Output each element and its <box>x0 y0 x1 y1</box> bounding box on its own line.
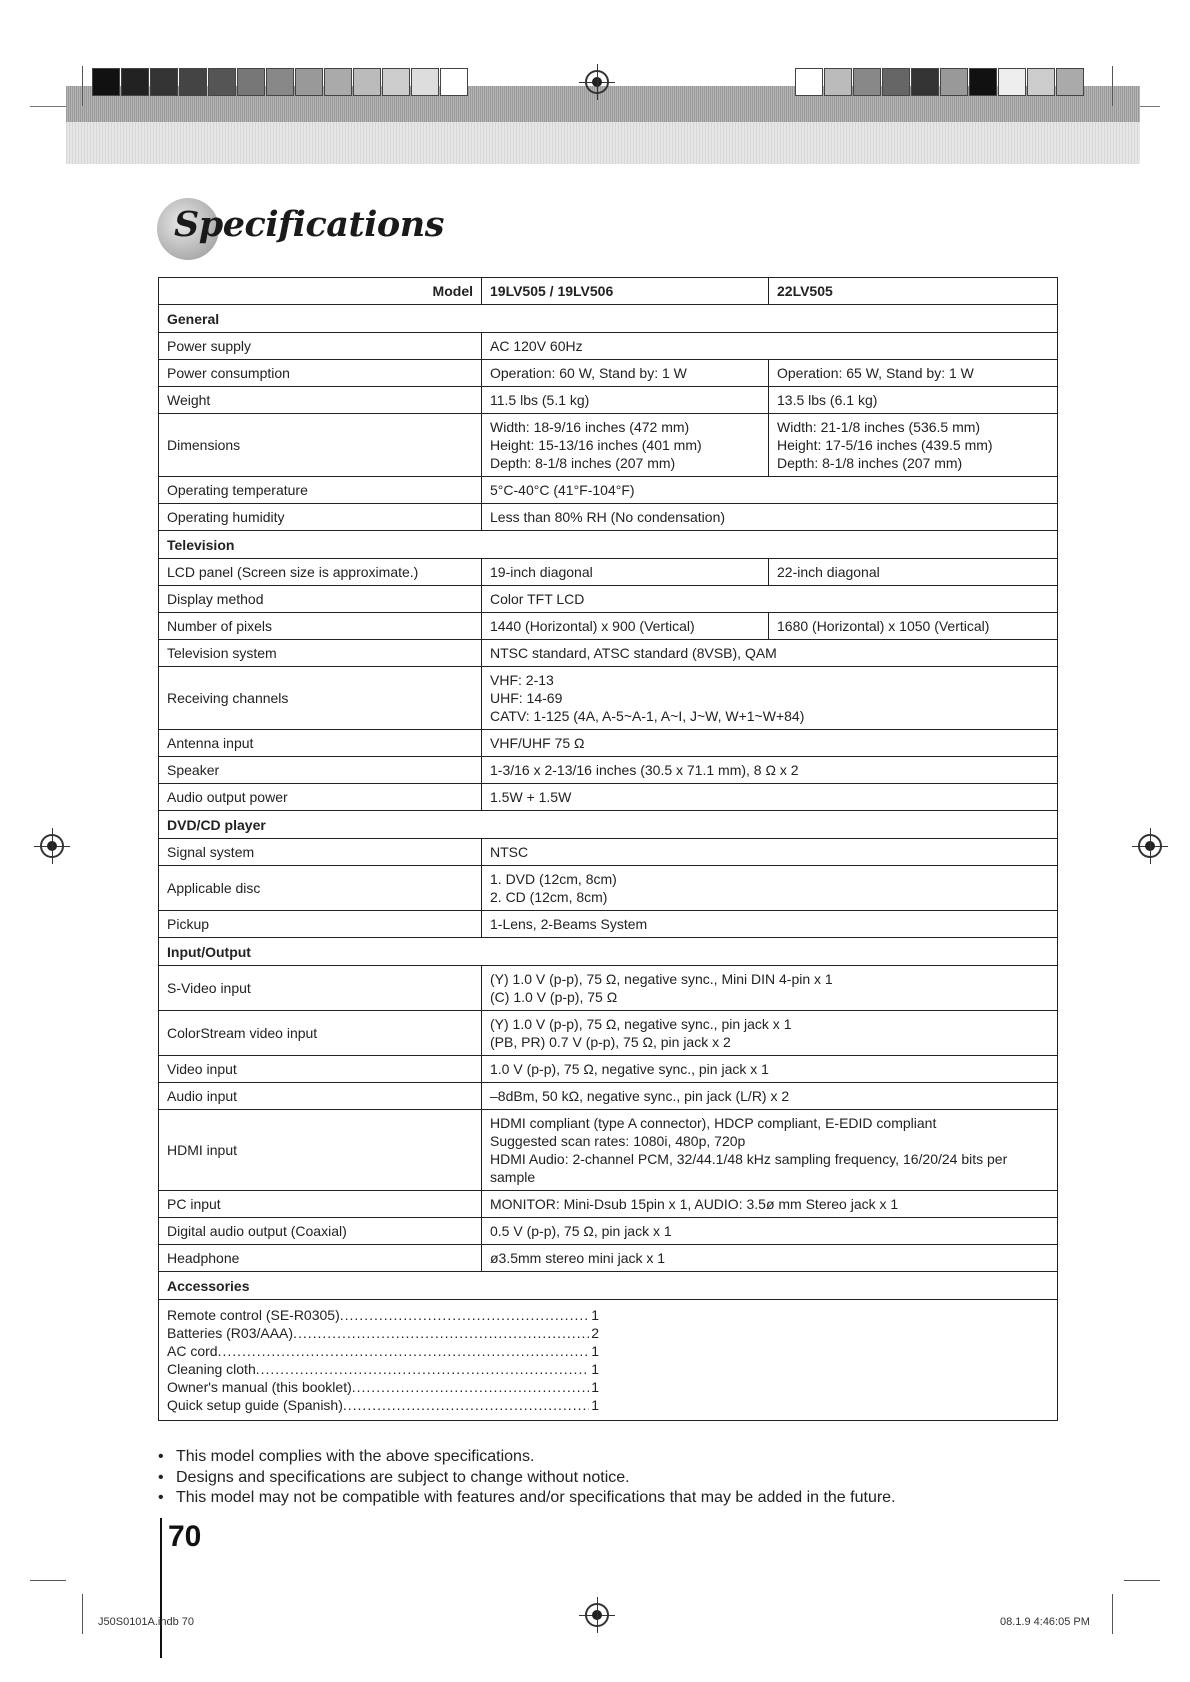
value-line: CATV: 1-125 (4A, A-5~A-1, A~I, J~W, W+1~W+84) <box>490 708 805 724</box>
row-label: Power consumption <box>159 360 482 387</box>
section-row <box>159 305 1058 333</box>
model-b: 22LV505 <box>769 278 1058 305</box>
row-label: S-Video input <box>159 966 482 1011</box>
notes-list <box>158 1447 896 1509</box>
row-value: Color TFT LCD <box>482 586 1058 613</box>
row-label: Power supply <box>159 333 482 360</box>
table-row <box>159 333 1058 360</box>
row-value: MONITOR: Mini-Dsub 15pin x 1, AUDIO: 3.5ø mm Stereo jack x 1 <box>482 1191 1058 1218</box>
row-label: PC input <box>159 1191 482 1218</box>
value-line: (C) 1.0 V (p-p), 75 Ω <box>490 989 618 1005</box>
row-value: NTSC <box>482 839 1058 866</box>
value-line: HDMI Audio: 2-channel PCM, 32/44.1/48 kHz sampling frequency, 16/20/24 bits per sample <box>490 1151 1008 1185</box>
row-value-b <box>769 414 1058 477</box>
value-line: (Y) 1.0 V (p-p), 75 Ω, negative sync., pin jack x 1 <box>490 1016 792 1032</box>
table-row <box>159 1300 1058 1421</box>
crop-mark <box>1124 1580 1160 1581</box>
value-line: 1. DVD (12cm, 8cm) <box>490 871 617 887</box>
registration-mark-icon <box>585 1603 609 1627</box>
dim-line: Height: 15-13/16 inches (401 mm) <box>490 437 702 453</box>
table-row <box>159 667 1058 730</box>
table-row <box>159 1083 1058 1110</box>
section-accessories: Accessories <box>159 1272 1058 1300</box>
dim-line: Height: 17-5/16 inches (439.5 mm) <box>777 437 993 453</box>
list-item: AC cord ..... 1 <box>167 1342 599 1360</box>
list-item: Batteries (R03/AAA) ..... 2 <box>167 1324 599 1342</box>
list-item: Owner's manual (this booklet) ..... 1 <box>167 1378 599 1396</box>
page-number-rule <box>160 1518 162 1658</box>
table-row <box>159 477 1058 504</box>
table-row <box>159 1110 1058 1191</box>
row-value <box>482 667 1058 730</box>
value-line: HDMI compliant (type A connector), HDCP compliant, E-EDID compliant <box>490 1115 937 1131</box>
note-item: • Designs and specifications are subject to change without notice. <box>158 1468 896 1489</box>
value-line: 2. CD (12cm, 8cm) <box>490 889 608 905</box>
row-value-a: 11.5 lbs (5.1 kg) <box>482 387 769 414</box>
row-value-b: 1680 (Horizontal) x 1050 (Vertical) <box>769 613 1058 640</box>
row-value: 5°C-40°C (41°F-104°F) <box>482 477 1058 504</box>
row-label: Operating humidity <box>159 504 482 531</box>
table-row <box>159 387 1058 414</box>
value-line: Suggested scan rates: 1080i, 480p, 720p <box>490 1133 746 1149</box>
row-label: Television system <box>159 640 482 667</box>
row-label: Operating temperature <box>159 477 482 504</box>
row-value: 0.5 V (p-p), 75 Ω, pin jack x 1 <box>482 1218 1058 1245</box>
row-value: 1-3/16 x 2-13/16 inches (30.5 x 71.1 mm), 8 Ω x 2 <box>482 757 1058 784</box>
row-label: Display method <box>159 586 482 613</box>
row-value-a: Operation: 60 W, Stand by: 1 W <box>482 360 769 387</box>
section-general: General <box>159 305 1058 333</box>
row-value: NTSC standard, ATSC standard (8VSB), QAM <box>482 640 1058 667</box>
dim-line: Depth: 8-1/8 inches (207 mm) <box>777 455 963 471</box>
row-label: Digital audio output (Coaxial) <box>159 1218 482 1245</box>
accessories-list <box>159 1300 1058 1421</box>
table-row <box>159 966 1058 1011</box>
note-item: • This model complies with the above specifications. <box>158 1447 896 1468</box>
value-line: VHF: 2-13 <box>490 672 554 688</box>
crop-mark <box>1112 66 1113 106</box>
list-item: Quick setup guide (Spanish) ..... 1 <box>167 1396 599 1414</box>
crop-mark <box>30 1580 66 1581</box>
row-label: Weight <box>159 387 482 414</box>
row-label: HDMI input <box>159 1110 482 1191</box>
table-row <box>159 757 1058 784</box>
section-television: Television <box>159 531 1058 559</box>
section-row <box>159 531 1058 559</box>
value-line: (Y) 1.0 V (p-p), 75 Ω, negative sync., Mini DIN 4-pin x 1 <box>490 971 833 987</box>
table-row <box>159 278 1058 305</box>
table-row <box>159 504 1058 531</box>
row-value <box>482 1011 1058 1056</box>
table-row <box>159 1218 1058 1245</box>
page-number: 70 <box>168 1520 202 1553</box>
list-item: Remote control (SE-R0305) ..... 1 <box>167 1306 599 1324</box>
row-value: 1-Lens, 2-Beams System <box>482 911 1058 938</box>
table-row <box>159 784 1058 811</box>
crop-mark <box>1140 106 1160 107</box>
row-value: AC 120V 60Hz <box>482 333 1058 360</box>
model-a: 19LV505 / 19LV506 <box>482 278 769 305</box>
dim-line: Depth: 8-1/8 inches (207 mm) <box>490 455 676 471</box>
table-row <box>159 1191 1058 1218</box>
footer-timestamp: 08.1.9 4:46:05 PM <box>1000 1616 1090 1628</box>
list-item: Cleaning cloth ..... 1 <box>167 1360 599 1378</box>
row-value: –8dBm, 50 kΩ, negative sync., pin jack (L/R) x 2 <box>482 1083 1058 1110</box>
table-row <box>159 414 1058 477</box>
table-row <box>159 911 1058 938</box>
table-row <box>159 1245 1058 1272</box>
dim-line: Width: 18-9/16 inches (472 mm) <box>490 419 690 435</box>
table-row <box>159 586 1058 613</box>
table-row <box>159 640 1058 667</box>
row-value: 1.0 V (p-p), 75 Ω, negative sync., pin jack x 1 <box>482 1056 1058 1083</box>
note-item: • This model may not be compatible with features and/or specifications that may be added in the future. <box>158 1488 896 1509</box>
registration-mark-icon <box>40 834 64 858</box>
row-value <box>482 1110 1058 1191</box>
value-line: (PB, PR) 0.7 V (p-p), 75 Ω, pin jack x 2 <box>490 1034 731 1050</box>
footer-file: J50S0101A.indb 70 <box>98 1616 195 1628</box>
spec-table <box>158 277 1058 1421</box>
table-row <box>159 1056 1058 1083</box>
row-value: Less than 80% RH (No condensation) <box>482 504 1058 531</box>
registration-mark-icon <box>585 70 609 94</box>
row-label: Dimensions <box>159 414 482 477</box>
color-bar-right <box>795 68 1085 96</box>
color-bar-left <box>92 68 469 96</box>
section-row <box>159 811 1058 839</box>
crop-mark <box>30 106 66 107</box>
row-label: LCD panel (Screen size is approximate.) <box>159 559 482 586</box>
row-label: Audio output power <box>159 784 482 811</box>
table-row <box>159 613 1058 640</box>
row-label: Applicable disc <box>159 866 482 911</box>
crop-mark <box>82 66 83 106</box>
row-value-a <box>482 414 769 477</box>
row-label: Pickup <box>159 911 482 938</box>
row-value-b: 13.5 lbs (6.1 kg) <box>769 387 1058 414</box>
page-title: Specifications <box>174 204 444 245</box>
model-label: Model <box>159 278 482 305</box>
row-label: Antenna input <box>159 730 482 757</box>
value-line: UHF: 14-69 <box>490 690 563 706</box>
section-row <box>159 938 1058 966</box>
row-label: Video input <box>159 1056 482 1083</box>
dim-line: Width: 21-1/8 inches (536.5 mm) <box>777 419 981 435</box>
row-label: Headphone <box>159 1245 482 1272</box>
row-value-b: 22-inch diagonal <box>769 559 1058 586</box>
row-value-a: 1440 (Horizontal) x 900 (Vertical) <box>482 613 769 640</box>
table-row <box>159 866 1058 911</box>
section-io: Input/Output <box>159 938 1058 966</box>
row-value-a: 19-inch diagonal <box>482 559 769 586</box>
table-row <box>159 559 1058 586</box>
row-label: Speaker <box>159 757 482 784</box>
table-row <box>159 360 1058 387</box>
section-dvd: DVD/CD player <box>159 811 1058 839</box>
row-value: ø3.5mm stereo mini jack x 1 <box>482 1245 1058 1272</box>
crop-mark <box>1112 1594 1113 1634</box>
row-label: ColorStream video input <box>159 1011 482 1056</box>
table-row <box>159 1011 1058 1056</box>
row-label: Receiving channels <box>159 667 482 730</box>
row-value: 1.5W + 1.5W <box>482 784 1058 811</box>
row-label: Signal system <box>159 839 482 866</box>
registration-mark-icon <box>1138 834 1162 858</box>
row-value: VHF/UHF 75 Ω <box>482 730 1058 757</box>
row-label: Number of pixels <box>159 613 482 640</box>
row-value <box>482 866 1058 911</box>
section-row <box>159 1272 1058 1300</box>
row-value <box>482 966 1058 1011</box>
table-row <box>159 839 1058 866</box>
crop-mark <box>82 1594 83 1634</box>
row-value-b: Operation: 65 W, Stand by: 1 W <box>769 360 1058 387</box>
table-row <box>159 730 1058 757</box>
row-label: Audio input <box>159 1083 482 1110</box>
